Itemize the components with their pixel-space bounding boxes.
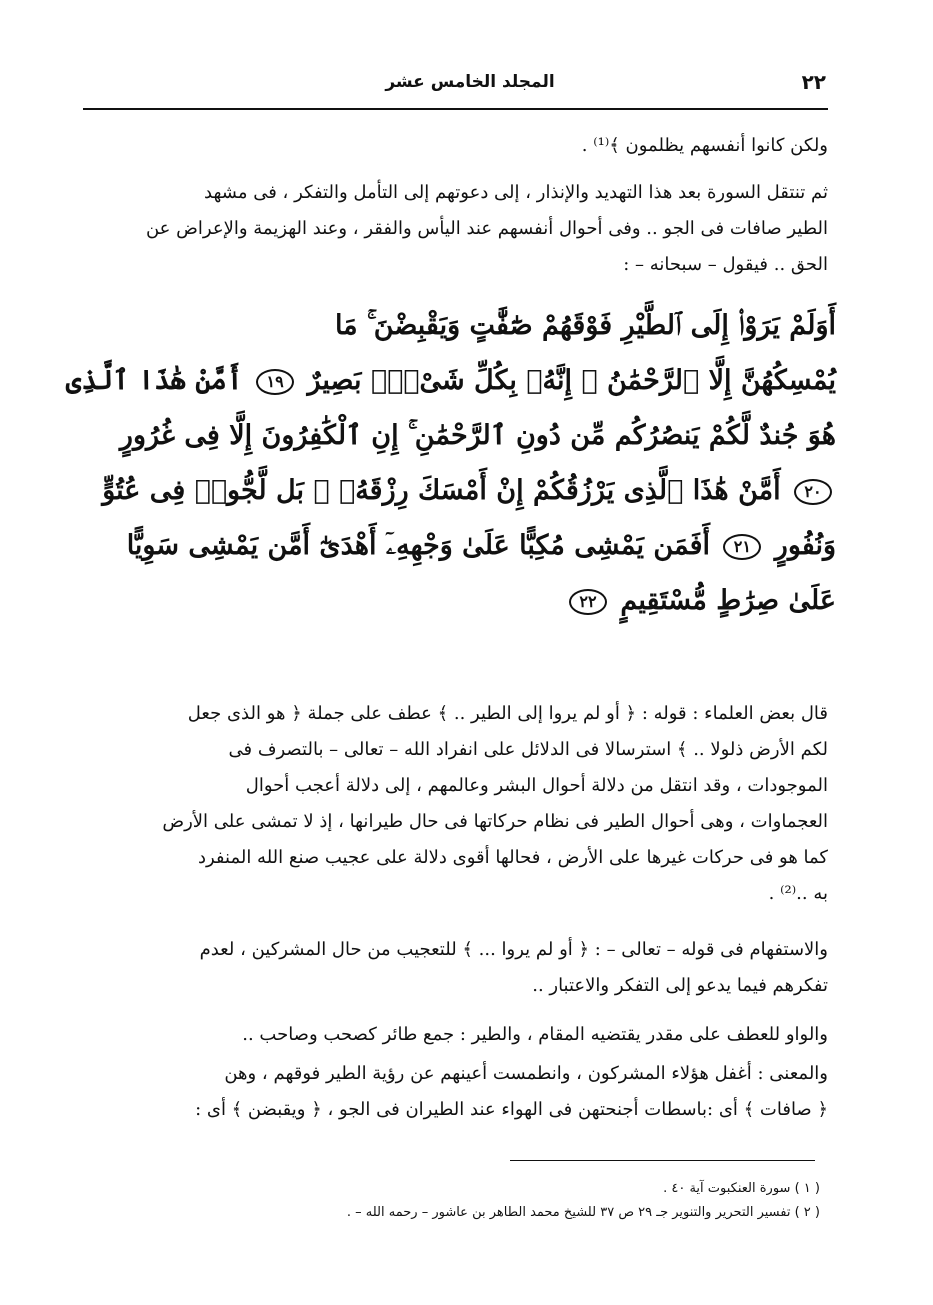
verse-line [150,573,836,628]
verse-text: وَنُفُورٍ [774,530,836,561]
verse-text: يُمْسِكُهُنَّ إِلَّا ٱلرَّحْمَٰنُ ۚ إِنَّهُۥ بِكُلِّ شَىْءٍۭ بَصِيرٌ [307,365,836,396]
ayah-number-marker: ٢٢ [569,589,607,615]
text-line: الموجودات ، وقد انتقل من دلالة أحوال البشر وعالمهم ، إلى دلالة أعجب أحوال [245,775,828,796]
text-line: لكم الأرض ذلولا .. ﴾ استرسالا فى الدلائل على انفراد الله – تعالى – بالتصرف فى [228,739,828,760]
text-line: كما هو فى حركات غيرها على الأرض ، فحالها أقوى دلالة على عجيب صنع الله المنفرد [197,847,828,868]
paragraph-meaning [80,1056,828,1128]
intro-paragraph [80,128,828,164]
paragraph-commentary [80,696,828,912]
text-line: والاستفهام فى قوله – تعالى – : ﴿ أو لم يروا ... ﴾ للتعجيب من حال المشركين ، لعدم [199,939,828,960]
text-line: الحق .. فيقول – سبحانه – : [623,254,828,275]
verse-text: أَمَّنْ هَٰذَا ٱلَّذِى يَرْزُقُكُمْ إِنْ أَمْسَكَ رِزْقَهُۥ ۚ بَل لَّجُّوا۟ فِى عُتُوٍّ [102,475,781,506]
ayah-number-marker: ٢١ [723,534,761,560]
footnote-2: ( ٢ ) تفسير التحرير والتنوير جـ ٢٩ ص ٣٧ للشيخ محمد الطاهر بن عاشور – رحمه الله – . [346,1205,820,1220]
running-header: المجلد الخامس عشر [385,72,555,92]
text-line: الطير صافات فى الجو .. وفى أحوال أنفسهم عند اليأس والفقر ، وعند الهزيمة والإعراض عن [145,218,828,239]
footnote-rule [510,1160,815,1161]
verse-text: أَمَّنْ هَٰذَا ٱلَّذِى [65,365,243,396]
verse-line [102,463,836,518]
text-line: قال بعض العلماء : قوله : ﴿ أو لم يروا إلى الطير .. ﴾ عطف على جملة ﴿ هو الذى جعل [187,703,828,724]
footnote-1: ( ١ ) سورة العنكبوت آية ٤٠ . [663,1181,820,1196]
paragraph-interrogative [80,932,828,1004]
text-line: ولكن كانوا أنفسهم يظلمون ﴾⁽¹⁾ . [581,135,828,156]
text-line: ﴿ صافات ﴾ أى :باسطات أجنحتهن فى الهواء عند الطيران فى الجو ، ﴿ ويقبضن ﴾ أى : [195,1099,828,1120]
ayah-number-marker: ٢٠ [794,479,832,505]
paragraph-conjunction [80,1017,828,1053]
text-line: العجماوات ، وهى أحوال الطير فى نظام حركاتها فى حال طيرانها ، إذ لا تمشى على الأرض [162,811,828,832]
ayah-number-marker: ١٩ [256,369,294,395]
verse-line: أَوَلَمْ يَرَوْا۟ إِلَى ٱلطَّيْرِ فَوْقَهُمْ صَٰٓفَّٰتٍ وَيَقْبِضْنَ ۚ مَا [334,310,836,341]
text-line: والواو للعطف على مقدر يقتضيه المقام ، والطير : جمع طائر كصحب وصاحب .. [242,1024,828,1045]
verse-line [65,353,836,408]
quran-verses [65,298,836,628]
verse-line [126,518,836,573]
verse-line: هُوَ جُندٌ لَّكُمْ يَنصُرُكُم مِّن دُونِ ٱلرَّحْمَٰنِ ۚ إِنِ ٱلْكَٰفِرُونَ إِلَّا فِى غُرُورٍ [119,420,836,451]
text-line: ثم تنتقل السورة بعد هذا التهديد والإنذار ، إلى دعوتهم إلى التأمل والتفكر ، فى مشهد [204,182,828,203]
header-rule [83,108,828,110]
paragraph-transition [80,175,828,283]
verse-text: عَلَىٰ صِرَٰطٍ مُّسْتَقِيمٍ [620,585,836,616]
text-line: تفكرهم فيما يدعو إلى التفكر والاعتبار .. [532,975,828,996]
text-line: به ..⁽²⁾ . [768,883,828,904]
page-number: ٢٢ [801,70,826,94]
verse-text: أَفَمَن يَمْشِى مُكِبًّا عَلَىٰ وَجْهِهِۦٓ أَهْدَىٰٓ أَمَّن يَمْشِى سَوِيًّا [126,530,710,561]
text-line: والمعنى : أغفل هؤلاء المشركون ، وانطمست أعينهم عن رؤية الطير فوقهم ، وهن [224,1063,828,1084]
